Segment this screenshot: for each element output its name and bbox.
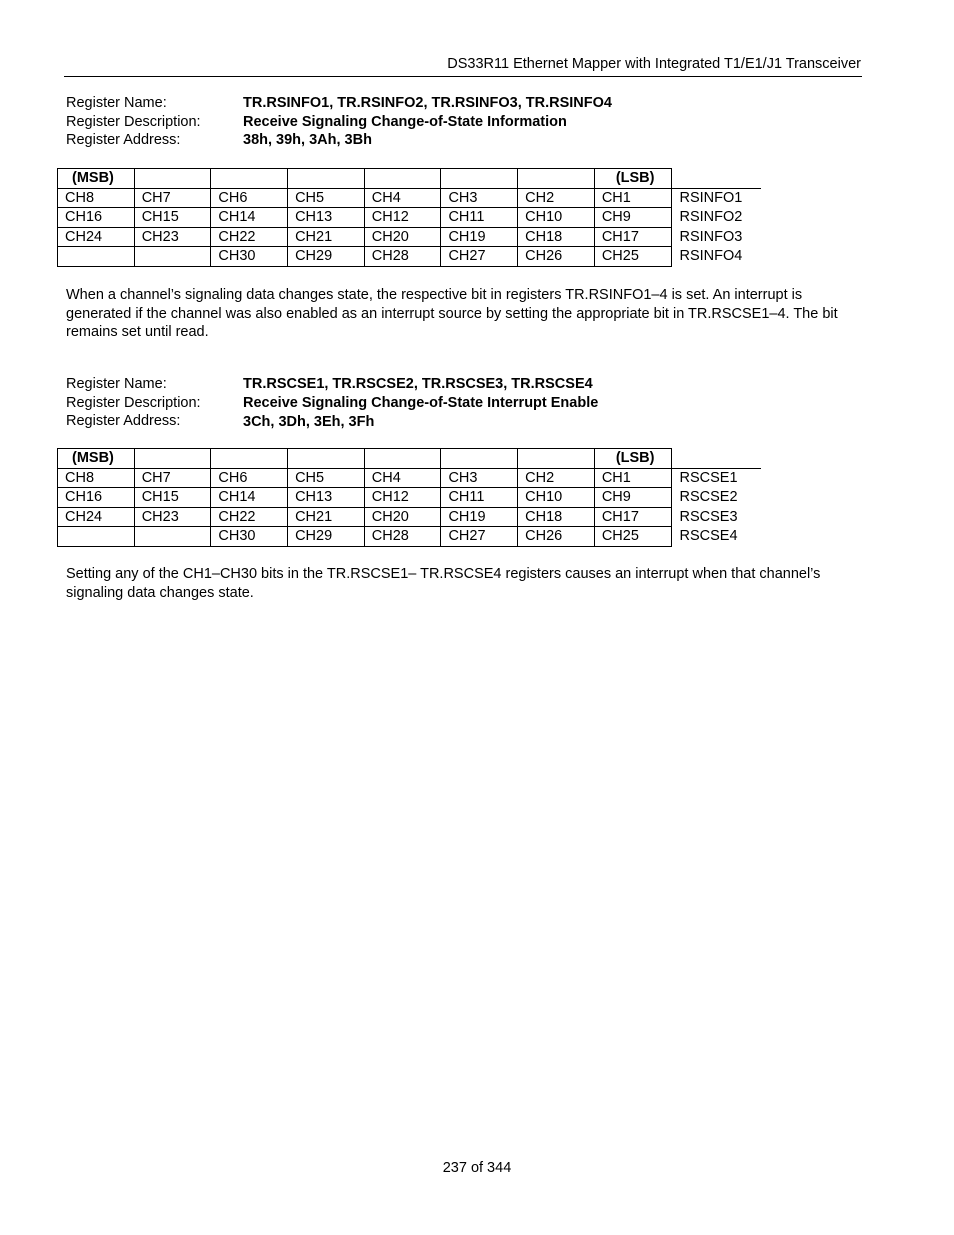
- register-address-value: 3Ch, 3Dh, 3Eh, 3Fh: [243, 414, 375, 430]
- bit-cell: CH27: [441, 247, 518, 267]
- header-cell: [288, 449, 365, 469]
- register-label-cell: [671, 449, 761, 469]
- bit-cell: CH27: [441, 527, 518, 547]
- register-description-value: Receive Signaling Change-of-State Information: [243, 113, 567, 130]
- bit-cell: CH1: [594, 468, 671, 488]
- header-cell: [518, 169, 595, 189]
- bit-cell: CH1: [594, 188, 671, 208]
- bit-cell: CH22: [211, 507, 288, 527]
- register-label: RSCSE2: [679, 489, 738, 505]
- header-cell: [364, 169, 441, 189]
- bit-cell: CH26: [518, 527, 595, 547]
- register-label: RSCSE3: [679, 508, 738, 525]
- header-cell: [211, 169, 288, 189]
- register-label: RSINFO3: [679, 228, 743, 245]
- register-name-value: TR.RSINFO1, TR.RSINFO2, TR.RSINFO3, TR.RSINFO4: [243, 95, 612, 111]
- bit-cell: CH7: [134, 468, 211, 488]
- register-description-value: Receive Signaling Change-of-State Interrupt Enable: [243, 394, 599, 411]
- bit-cell: CH9: [594, 488, 671, 508]
- bit-cell: CH18: [518, 507, 595, 527]
- header-cell: [441, 169, 518, 189]
- bit-cell: CH11: [441, 488, 518, 508]
- lsb-cell: (LSB): [594, 169, 671, 189]
- bit-cell: CH8: [58, 468, 135, 488]
- bit-cell: CH29: [288, 247, 365, 267]
- msb-cell: (MSB): [58, 169, 135, 189]
- bit-cell: CH28: [364, 527, 441, 547]
- bit-cell: CH30: [211, 527, 288, 547]
- bit-cell: CH9: [594, 208, 671, 228]
- register-label-cell: [671, 169, 761, 189]
- bit-cell: CH15: [134, 208, 211, 228]
- bit-cell: CH8: [58, 188, 135, 208]
- bit-cell: CH17: [594, 227, 671, 247]
- table-row: [58, 488, 762, 508]
- bit-cell: CH6: [211, 468, 288, 488]
- bit-cell: CH16: [58, 488, 135, 508]
- bit-cell: CH5: [288, 188, 365, 208]
- bit-cell: CH28: [364, 247, 441, 267]
- bit-cell: CH22: [211, 227, 288, 247]
- bit-cell: CH20: [364, 227, 441, 247]
- bit-cell: [58, 527, 135, 547]
- header-cell: [441, 449, 518, 469]
- register-address-label: Register Address:: [66, 413, 181, 429]
- bit-cell: CH12: [364, 488, 441, 508]
- bit-table-rsinfo: [57, 168, 761, 267]
- bit-cell: CH20: [364, 507, 441, 527]
- bit-cell: CH14: [211, 488, 288, 508]
- bit-cell: CH21: [288, 507, 365, 527]
- bit-cell: [134, 527, 211, 547]
- register-address-label: Register Address:: [66, 132, 181, 148]
- header-cell: [518, 449, 595, 469]
- bit-cell: CH4: [364, 188, 441, 208]
- document-header-title: DS33R11 Ethernet Mapper with Integrated T1/E1/J1 Transceiver: [447, 56, 861, 72]
- register-name-label: Register Name:: [66, 376, 167, 392]
- bit-cell: CH21: [288, 227, 365, 247]
- bit-cell: CH5: [288, 468, 365, 488]
- bit-cell: CH18: [518, 227, 595, 247]
- register-label: RSCSE4: [679, 528, 738, 544]
- bit-cell: CH11: [441, 208, 518, 228]
- table-row: [58, 507, 762, 527]
- bit-cell: [134, 247, 211, 267]
- header-rule: [64, 76, 862, 77]
- bit-cell: CH16: [58, 208, 135, 228]
- register-description-label: Register Description:: [66, 113, 201, 130]
- table-row: [58, 208, 762, 228]
- bit-cell: CH6: [211, 188, 288, 208]
- bit-cell: CH25: [594, 527, 671, 547]
- bit-cell: CH14: [211, 208, 288, 228]
- register-label: RSINFO1: [679, 189, 743, 206]
- register-name-value: TR.RSCSE1, TR.RSCSE2, TR.RSCSE3, TR.RSCSE4: [243, 376, 593, 392]
- bit-cell: CH24: [58, 507, 135, 527]
- rscse-description-paragraph: Setting any of the CH1–CH30 bits in the TR.RSCSE1– TR.RSCSE4 registers causes an interrupt when that channel’s signaling data changes state.: [66, 566, 821, 601]
- bit-cell: CH23: [134, 227, 211, 247]
- table-row: [58, 227, 762, 247]
- bit-cell: CH23: [134, 507, 211, 527]
- bit-table-header-row: [58, 449, 762, 469]
- bit-cell: CH3: [441, 468, 518, 488]
- header-cell: [288, 169, 365, 189]
- bit-table-header-row: [58, 169, 762, 189]
- bit-cell: CH7: [134, 188, 211, 208]
- page-number: 237 of 344: [442, 1160, 512, 1176]
- bit-cell: CH25: [594, 247, 671, 267]
- bit-cell: CH26: [518, 247, 595, 267]
- register-name-label: Register Name:: [66, 95, 167, 111]
- bit-cell: CH29: [288, 527, 365, 547]
- bit-cell: CH4: [364, 468, 441, 488]
- bit-cell: CH19: [441, 507, 518, 527]
- bit-cell: CH2: [518, 188, 595, 208]
- header-cell: [364, 449, 441, 469]
- header-cell: [134, 169, 211, 189]
- bit-cell: CH13: [288, 208, 365, 228]
- bit-cell: CH15: [134, 488, 211, 508]
- bit-cell: [58, 247, 135, 267]
- msb-cell: (MSB): [58, 449, 135, 469]
- bit-cell: CH10: [518, 488, 595, 508]
- bit-cell: CH10: [518, 208, 595, 228]
- lsb-cell: (LSB): [594, 449, 671, 469]
- bit-cell: CH3: [441, 188, 518, 208]
- table-row: [58, 527, 762, 547]
- register-address-value: 38h, 39h, 3Ah, 3Bh: [243, 132, 372, 148]
- table-row: [58, 188, 762, 208]
- register-label: RSINFO2: [679, 209, 743, 225]
- bit-cell: CH13: [288, 488, 365, 508]
- bit-cell: CH24: [58, 227, 135, 247]
- register-description-label: Register Description:: [66, 394, 201, 411]
- bit-table-rscse: [57, 448, 761, 547]
- header-cell: [134, 449, 211, 469]
- header-cell: [211, 449, 288, 469]
- bit-cell: CH17: [594, 507, 671, 527]
- table-row: [58, 247, 762, 267]
- register-label: RSCSE1: [679, 469, 738, 486]
- bit-cell: CH12: [364, 208, 441, 228]
- table-row: [58, 468, 762, 488]
- rsinfo-description-paragraph: When a channel’s signaling data changes state, the respective bit in registers TR.RSINFO1–4 is set. An interrupt is generated if the channel was also enabled as an interrupt source by setting the appropriate bit in TR.RSCSE1–4. The bit remains set until read.: [66, 287, 838, 340]
- bit-cell: CH2: [518, 468, 595, 488]
- bit-cell: CH30: [211, 247, 288, 267]
- register-label: RSINFO4: [679, 248, 743, 264]
- bit-cell: CH19: [441, 227, 518, 247]
